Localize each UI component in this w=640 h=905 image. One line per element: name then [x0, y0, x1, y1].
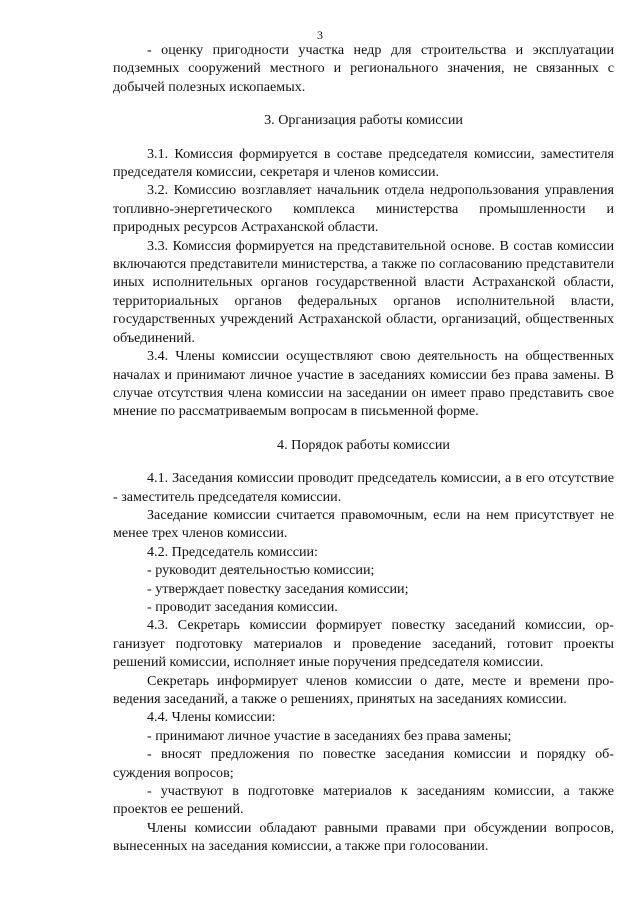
page-number: 3	[317, 28, 323, 42]
section-4-list-item: - вносят предложения по повестке заседания комиссии и порядку обсуждения вопросов;	[113, 746, 614, 781]
section-3-paragraph: 3.1. Комиссия формируется в составе председателя комиссии, заместителя председателя комиссии, секретаря и членов комиссии.	[113, 145, 614, 181]
section-4-list-item: - принимают личное участие в заседаниях без права замены;	[147, 727, 512, 744]
section-4-paragraph: 4.4. Члены комиссии:	[147, 709, 276, 726]
section-4-paragraph: 4.2. Председатель комиссии:	[147, 543, 318, 560]
intro-paragraph: - оценку пригодности участка недр для строительства и эксплуатации подземных сооружений местного и регионального значения, не связанных с добычей полезных ископаемых.	[113, 42, 614, 95]
section-4-paragraph: Секретарь информирует членов комиссии о дате, месте и времени проведения заседаний, а также о решениях, принятых на заседаниях комиссии.	[113, 672, 614, 707]
section-4-paragraph: 4.3. Секретарь комиссии формирует повестку заседаний комиссии, организует подготовку материалов и проведение заседаний, готовит проекты решений комиссии, исполняет иные поручения председателя комиссии.	[113, 617, 614, 671]
section-4-paragraph: 4.1. Заседания комиссии проводит председатель комиссии, а в его отсутствие - заместитель председателя комиссии.	[113, 470, 614, 505]
section-3-paragraph: 3.4. Члены комиссии осуществляют свою деятельность на общественных началах и принимают личное участие в заседаниях комиссии без права замены. В случае отсутствия члена комиссии на заседании он имеет право представить свое мнение по рассматриваемым вопросам в письменной форме.	[113, 348, 614, 420]
document-body	[113, 41, 614, 856]
section-4-list-item: - проводит заседания комиссии.	[147, 598, 338, 615]
section-4-paragraph: Заседание комиссии считается правомочным, если на нем присутствует не менее трех членов комиссии.	[113, 506, 614, 542]
section-4-paragraph: Члены комиссии обладают равными правами при обсуждении вопросов, вынесенных на заседания комиссии, а также при голосовании.	[113, 819, 614, 855]
section-4-list-item: - руководит деятельностью комиссии;	[147, 562, 375, 579]
section-3-paragraph: 3.3. Комиссия формируется на представительной основе. В состав комиссии включаются представители министерства, а также по согласованию представители иных исполнительных органов государственной власти Астраханской области, территориальных органов федеральных органов исполнительной власти, государственных учреждений Астраханской области, организаций, общественных объединений.	[113, 237, 614, 346]
section-4-list-item: - участвуют в подготовке материалов к заседаниям комиссии, а также проектов ее решений.	[113, 783, 614, 818]
section-3-heading: 3. Организация работы комиссии	[264, 112, 463, 129]
section-3-paragraph: 3.2. Комиссию возглавляет начальник отдела недропользования управления топливно-энергетического комплекса министерства промышленности и природных ресурсов Астраханской области.	[113, 182, 614, 236]
section-4-list-item: - утверждает повестку заседания комиссии;	[147, 580, 409, 597]
section-4-heading: 4. Порядок работы комиссии	[277, 436, 450, 453]
